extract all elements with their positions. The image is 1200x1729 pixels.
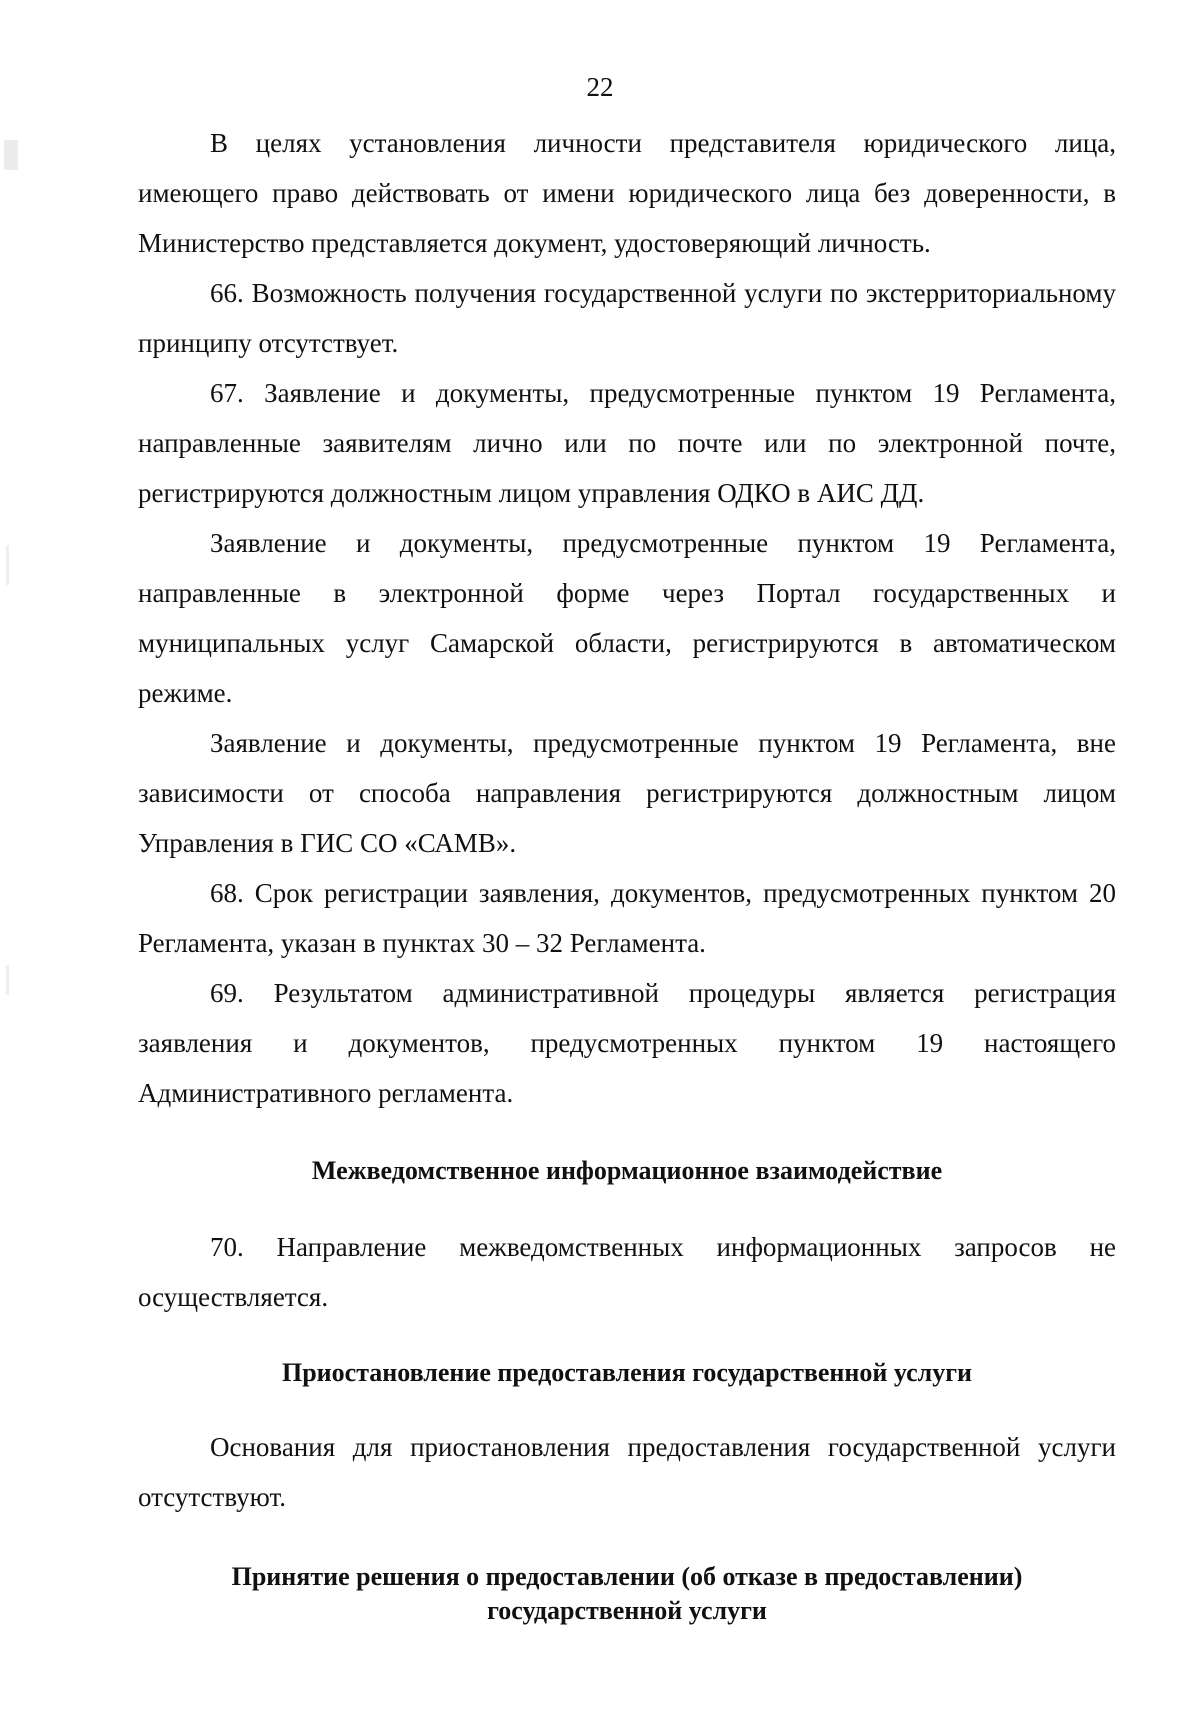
paragraph-69: 69. Результатом административной процедуры является регистрация заявления и документов, предусмотренных пунктом 19 настоящего Административного регламента. [138, 978, 1116, 1108]
section-heading-decision [138, 1560, 1116, 1628]
paragraph-66: 66. Возможность получения государственной услуги по экстерриториальному принципу отсутствует. [138, 278, 1116, 358]
section-heading-decision-line-1: Принятие решения о предоставлении (об отказе в предоставлении) [231, 1562, 1023, 1591]
paragraph-68: 68. Срок регистрации заявления, документов, предусмотренных пунктом 20 Регламента, указан в пунктах 30 – 32 Регламента. [138, 878, 1116, 958]
document-body [138, 118, 1116, 1628]
section-heading-suspension: Приостановление предоставления государственной услуги [281, 1358, 972, 1387]
scan-artifact [6, 965, 9, 995]
section-heading-interagency: Межведомственное информационное взаимодействие [311, 1156, 943, 1185]
scan-artifact [4, 140, 18, 170]
paragraph-gis-registration: Заявление и документы, предусмотренные пунктом 19 Регламента, вне зависимости от способа направления регистрируются должностным лицом Управления в ГИС СО «САМВ». [138, 728, 1116, 858]
section-heading-decision-line-2: государственной услуги [487, 1596, 767, 1625]
paragraph-70: 70. Направление межведомственных информационных запросов не осуществляется. [138, 1232, 1116, 1312]
scan-artifact [6, 545, 9, 585]
paragraph-67: 67. Заявление и документы, предусмотренные пунктом 19 Регламента, направленные заявителям лично или по почте или по электронной почте, регистрируются должностным лицом управления ОДКО в АИС ДД. [138, 378, 1116, 508]
paragraph-representative-identity: В целях установления личности представителя юридического лица, имеющего право действовать от имени юридического лица без доверенности, в Министерство представляется документ, удостоверяющий личность. [138, 128, 1116, 258]
paragraph-electronic-registration: Заявление и документы, предусмотренные пунктом 19 Регламента, направленные в электронной форме через Портал государственных и муниципальных услуг Самарской области, регистрируются в автоматическом режиме. [138, 528, 1116, 708]
page-number: 22 [586, 72, 614, 102]
paragraph-suspension-grounds: Основания для приостановления предоставления государственной услуги отсутствуют. [138, 1432, 1116, 1512]
